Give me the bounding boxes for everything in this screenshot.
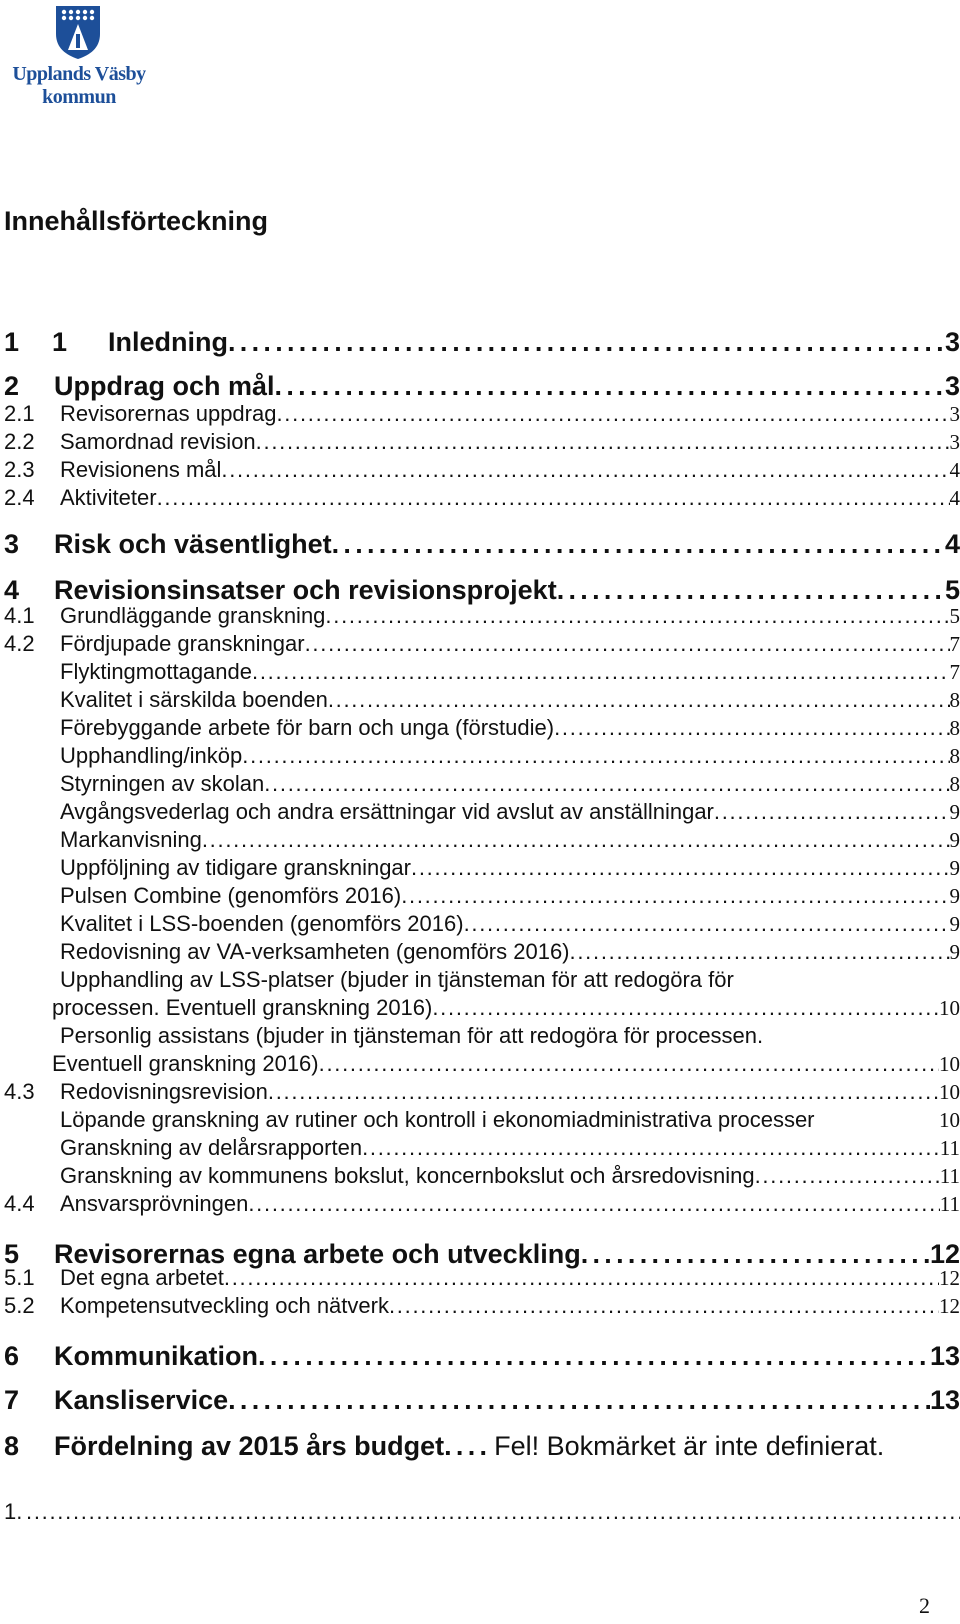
toc-entry-level1[interactable] xyxy=(4,1336,960,1376)
toc-entry-page: 5 xyxy=(949,604,960,628)
toc-entry-level2[interactable] xyxy=(4,1162,960,1190)
toc-entry-number: 6 xyxy=(4,1341,20,1371)
toc-entry-page: 5 xyxy=(944,575,960,605)
toc-entry-title: Redovisning av VA-verksamheten (genomförs 2016) xyxy=(60,939,570,964)
toc-leader-dots xyxy=(305,630,950,658)
toc-leader-dots xyxy=(252,658,950,686)
toc-entry-number: 2.4 xyxy=(4,485,35,510)
toc-entry-page: Fel! Bokmärket är inte definierat. xyxy=(494,1431,885,1461)
toc-entry-level2[interactable] xyxy=(4,1498,960,1526)
toc-leader-dots xyxy=(224,1264,939,1292)
toc-entry-level2[interactable] xyxy=(4,484,960,512)
toc-entry-page: 9 xyxy=(949,884,960,908)
toc-leader-dots xyxy=(389,1292,939,1320)
toc-leader-dots xyxy=(264,770,949,798)
toc-entry-title: Kansliservice xyxy=(54,1385,229,1415)
toc-entry-level2[interactable] xyxy=(4,1292,960,1320)
toc-entry-page: 8 xyxy=(949,744,960,768)
toc-entry-page: 12 xyxy=(939,1266,960,1290)
toc-entry-page: 8 xyxy=(949,688,960,712)
toc-entry-title-continued: Eventuell granskning 2016) xyxy=(52,1051,319,1076)
toc-entry-number: 4.4 xyxy=(4,1191,35,1216)
toc-entry-number: 2.3 xyxy=(4,457,35,482)
toc-leader-dots xyxy=(325,602,949,630)
toc-entry-title: Upphandling av LSS-platser (bjuder in tjänsteman för att redogöra för xyxy=(60,967,734,992)
toc-entry-page: 12 xyxy=(929,1239,960,1269)
toc-leader-dots xyxy=(464,910,950,938)
toc-entry-number: 1. xyxy=(4,1499,23,1524)
toc-entry-level2[interactable] xyxy=(4,854,960,882)
toc-entry-page: 3 xyxy=(944,371,960,401)
toc-leader-dots xyxy=(714,798,950,826)
toc-entry-page: 9 xyxy=(949,912,960,936)
toc-entry-page: 10 xyxy=(939,1080,960,1104)
toc-entry-level2[interactable] xyxy=(4,1190,960,1218)
toc-entry-title: Kompetensutveckling och nätverk xyxy=(60,1293,389,1318)
toc-leader-dots xyxy=(256,428,950,456)
toc-entry-number: 4.2 xyxy=(4,631,35,656)
toc-entry-title: Det egna arbetet xyxy=(60,1265,224,1290)
toc-entry-title: Inledning xyxy=(108,327,228,357)
toc-leader-dots xyxy=(444,1426,488,1466)
toc-entry-title: Uppföljning av tidigare granskningar xyxy=(60,855,411,880)
toc-entry-page: 4 xyxy=(949,486,960,510)
toc-entry-level2[interactable] xyxy=(4,686,960,714)
toc-entry-level2[interactable] xyxy=(4,1022,960,1076)
toc-leader-dots xyxy=(242,742,949,770)
toc-entry-level2[interactable] xyxy=(4,770,960,798)
toc-entry-number: 1 xyxy=(4,327,20,357)
toc-entry-level1[interactable] xyxy=(4,1426,960,1466)
toc-entry-title: Avgångsvederlag och andra ersättningar vid avslut av anställningar xyxy=(60,799,714,824)
toc-entry-level2[interactable] xyxy=(4,966,960,1020)
toc-entry-page: 12 xyxy=(939,1294,960,1318)
toc-entry-title: Kvalitet i särskilda boenden xyxy=(60,687,328,712)
toc-entry-number: 4.3 xyxy=(4,1079,35,1104)
toc-leader-dots xyxy=(248,1190,939,1218)
toc-entry-title: Personlig assistans (bjuder in tjänsteman för att redogöra för processen. xyxy=(60,1023,764,1048)
toc-entry-page: 10 xyxy=(939,996,960,1020)
toc-entry-title: Revisorernas egna arbete och utveckling xyxy=(54,1239,581,1269)
toc-leader-dots xyxy=(202,826,950,854)
toc-entry-title: Kvalitet i LSS-boenden (genomförs 2016) xyxy=(60,911,464,936)
toc-leader-dots xyxy=(570,938,950,966)
toc-leader-dots xyxy=(221,456,949,484)
toc-entry-title: Redovisningsrevision xyxy=(60,1079,268,1104)
toc-entry-title: Risk och väsentlighet xyxy=(54,529,332,559)
toc-entry-level1[interactable] xyxy=(4,524,960,564)
toc-entry-number: 2 xyxy=(4,371,20,401)
toc-entry-title: Aktiviteter xyxy=(60,485,157,510)
toc-entry-level2[interactable] xyxy=(4,826,960,854)
toc-entry-page: 7 xyxy=(949,660,960,684)
toc-entry-title: Uppdrag och mål xyxy=(54,371,275,401)
toc-entry-level2[interactable] xyxy=(4,1264,960,1292)
toc-entry-level2[interactable] xyxy=(4,400,960,428)
toc-entry-page: 9 xyxy=(949,828,960,852)
toc-entry-level2[interactable] xyxy=(4,428,960,456)
toc-entry-title: Löpande granskning av rutiner och kontroll i ekonomiadministrativa processer xyxy=(60,1107,815,1132)
toc-entry-title: Markanvisning xyxy=(60,827,202,852)
toc-leader-dots xyxy=(362,1134,940,1162)
toc-entry-level2[interactable] xyxy=(4,714,960,742)
toc-leader-dots xyxy=(554,714,949,742)
toc-entry-page: 3 xyxy=(949,402,960,426)
toc-entry-title: Granskning av kommunens bokslut, koncernbokslut och årsredovisning xyxy=(60,1163,755,1188)
toc-entry-level1[interactable] xyxy=(4,322,960,362)
toc-entry-number: 4.1 xyxy=(4,603,35,628)
toc-entry-title: Upphandling/inköp xyxy=(60,743,243,768)
toc-entry-title: Fördelning av 2015 års budget xyxy=(54,1431,445,1461)
toc-entry-level2[interactable] xyxy=(4,1106,960,1134)
toc-entry-title: Revisorernas uppdrag xyxy=(60,401,277,426)
toc-entry-page: 4 xyxy=(949,458,960,482)
toc-entry-page: 11 xyxy=(939,1164,960,1188)
toc-entry-number: 5.1 xyxy=(4,1265,35,1290)
toc-entry-level2[interactable] xyxy=(4,1078,960,1106)
toc-entry-page: 3 xyxy=(944,327,960,357)
toc-entry-level2[interactable] xyxy=(4,882,960,910)
toc-entry-title: Kommunikation xyxy=(54,1341,259,1371)
toc-entry-title: Revisionens mål xyxy=(60,457,222,482)
toc-entry-title: Granskning av delårsrapporten xyxy=(60,1135,363,1160)
toc-entry-page: 8 xyxy=(949,716,960,740)
toc-entry-page: 9 xyxy=(949,940,960,964)
coat-of-arms-icon xyxy=(54,4,102,60)
toc-entry-number: 2.2 xyxy=(4,429,35,454)
toc-entry-level2[interactable] xyxy=(4,798,960,826)
toc-entry-page: 9 xyxy=(949,856,960,880)
toc-entry-number: 5 xyxy=(4,1239,20,1269)
page-number: 2 xyxy=(919,1593,930,1618)
toc-entry-page: 3 xyxy=(949,430,960,454)
toc-leader-dots xyxy=(276,400,949,428)
toc-entry-title: Förebyggande arbete för barn och unga (förstudie) xyxy=(60,715,555,740)
toc-entry-level2[interactable] xyxy=(4,938,960,966)
toc-entry-number: 7 xyxy=(4,1385,20,1415)
toc-leader-dots xyxy=(411,854,950,882)
toc-entry-level2[interactable] xyxy=(4,658,960,686)
toc-entry-title: Flyktingmottagande xyxy=(60,659,252,684)
toc-leader-dots xyxy=(332,524,945,564)
toc-entry-page: 13 xyxy=(929,1385,960,1415)
logo-text-line2: kommun xyxy=(42,86,116,108)
toc-entry-page: 11 xyxy=(939,1136,960,1160)
toc-entry-number: 2.1 xyxy=(4,401,35,426)
toc-leader-dots xyxy=(228,322,945,362)
toc-entry-level2[interactable] xyxy=(4,456,960,484)
toc-entry-level1[interactable] xyxy=(4,1380,960,1420)
toc-entry-level2[interactable] xyxy=(4,602,960,630)
toc-entry-page: 7 xyxy=(949,632,960,656)
toc-entry-page: 13 xyxy=(929,1341,960,1371)
toc-entry-title: Styrningen av skolan xyxy=(60,771,265,796)
logo-text-line1: Upplands Väsby xyxy=(12,63,146,85)
toc-entry-title: Fördjupade granskningar xyxy=(60,631,305,656)
toc-entry-title: Revisionsinsatser och revisionsprojekt xyxy=(54,575,557,605)
municipality-logo xyxy=(4,4,154,109)
toc-entry-level2[interactable] xyxy=(4,630,960,658)
toc-entry-number-secondary: 1 xyxy=(52,327,68,357)
toc-entry-title: Samordnad revision xyxy=(60,429,256,454)
toc-entry-number: 4 xyxy=(4,575,20,605)
toc-leader-dots xyxy=(228,1380,930,1420)
toc-leader-dots xyxy=(157,484,950,512)
toc-entry-level2[interactable] xyxy=(4,910,960,938)
toc-title: Innehållsförteckning xyxy=(4,206,269,236)
toc-entry-page: 10 xyxy=(939,1108,960,1132)
toc-leader-dots xyxy=(432,994,939,1022)
toc-entry-page: 11 xyxy=(939,1192,960,1216)
toc-entry-page: 8 xyxy=(949,772,960,796)
toc-entry-number: 8 xyxy=(4,1431,20,1461)
toc-entry-page: 10 xyxy=(939,1052,960,1076)
toc-entry-title: Pulsen Combine (genomförs 2016) xyxy=(60,883,402,908)
toc-entry-number: 5.2 xyxy=(4,1293,35,1318)
toc-leader-dots xyxy=(258,1336,930,1376)
toc-entry-page: 9 xyxy=(949,800,960,824)
toc-entry-title-continued: processen. Eventuell granskning 2016) xyxy=(52,995,433,1020)
toc-entry-level2[interactable] xyxy=(4,742,960,770)
toc-entry-level2[interactable] xyxy=(4,1134,960,1162)
toc-entry-page: 4 xyxy=(944,529,960,559)
toc-entry-title: Grundläggande granskning xyxy=(60,603,326,628)
toc-entry-number: 3 xyxy=(4,529,20,559)
toc-leader-dots xyxy=(26,1498,960,1526)
toc-leader-dots xyxy=(268,1078,939,1106)
toc-entry-title: Ansvarsprövningen xyxy=(60,1191,249,1216)
toc-leader-dots xyxy=(319,1050,939,1078)
toc-leader-dots xyxy=(328,686,950,714)
toc-leader-dots xyxy=(755,1162,940,1190)
toc-leader-dots xyxy=(401,882,949,910)
